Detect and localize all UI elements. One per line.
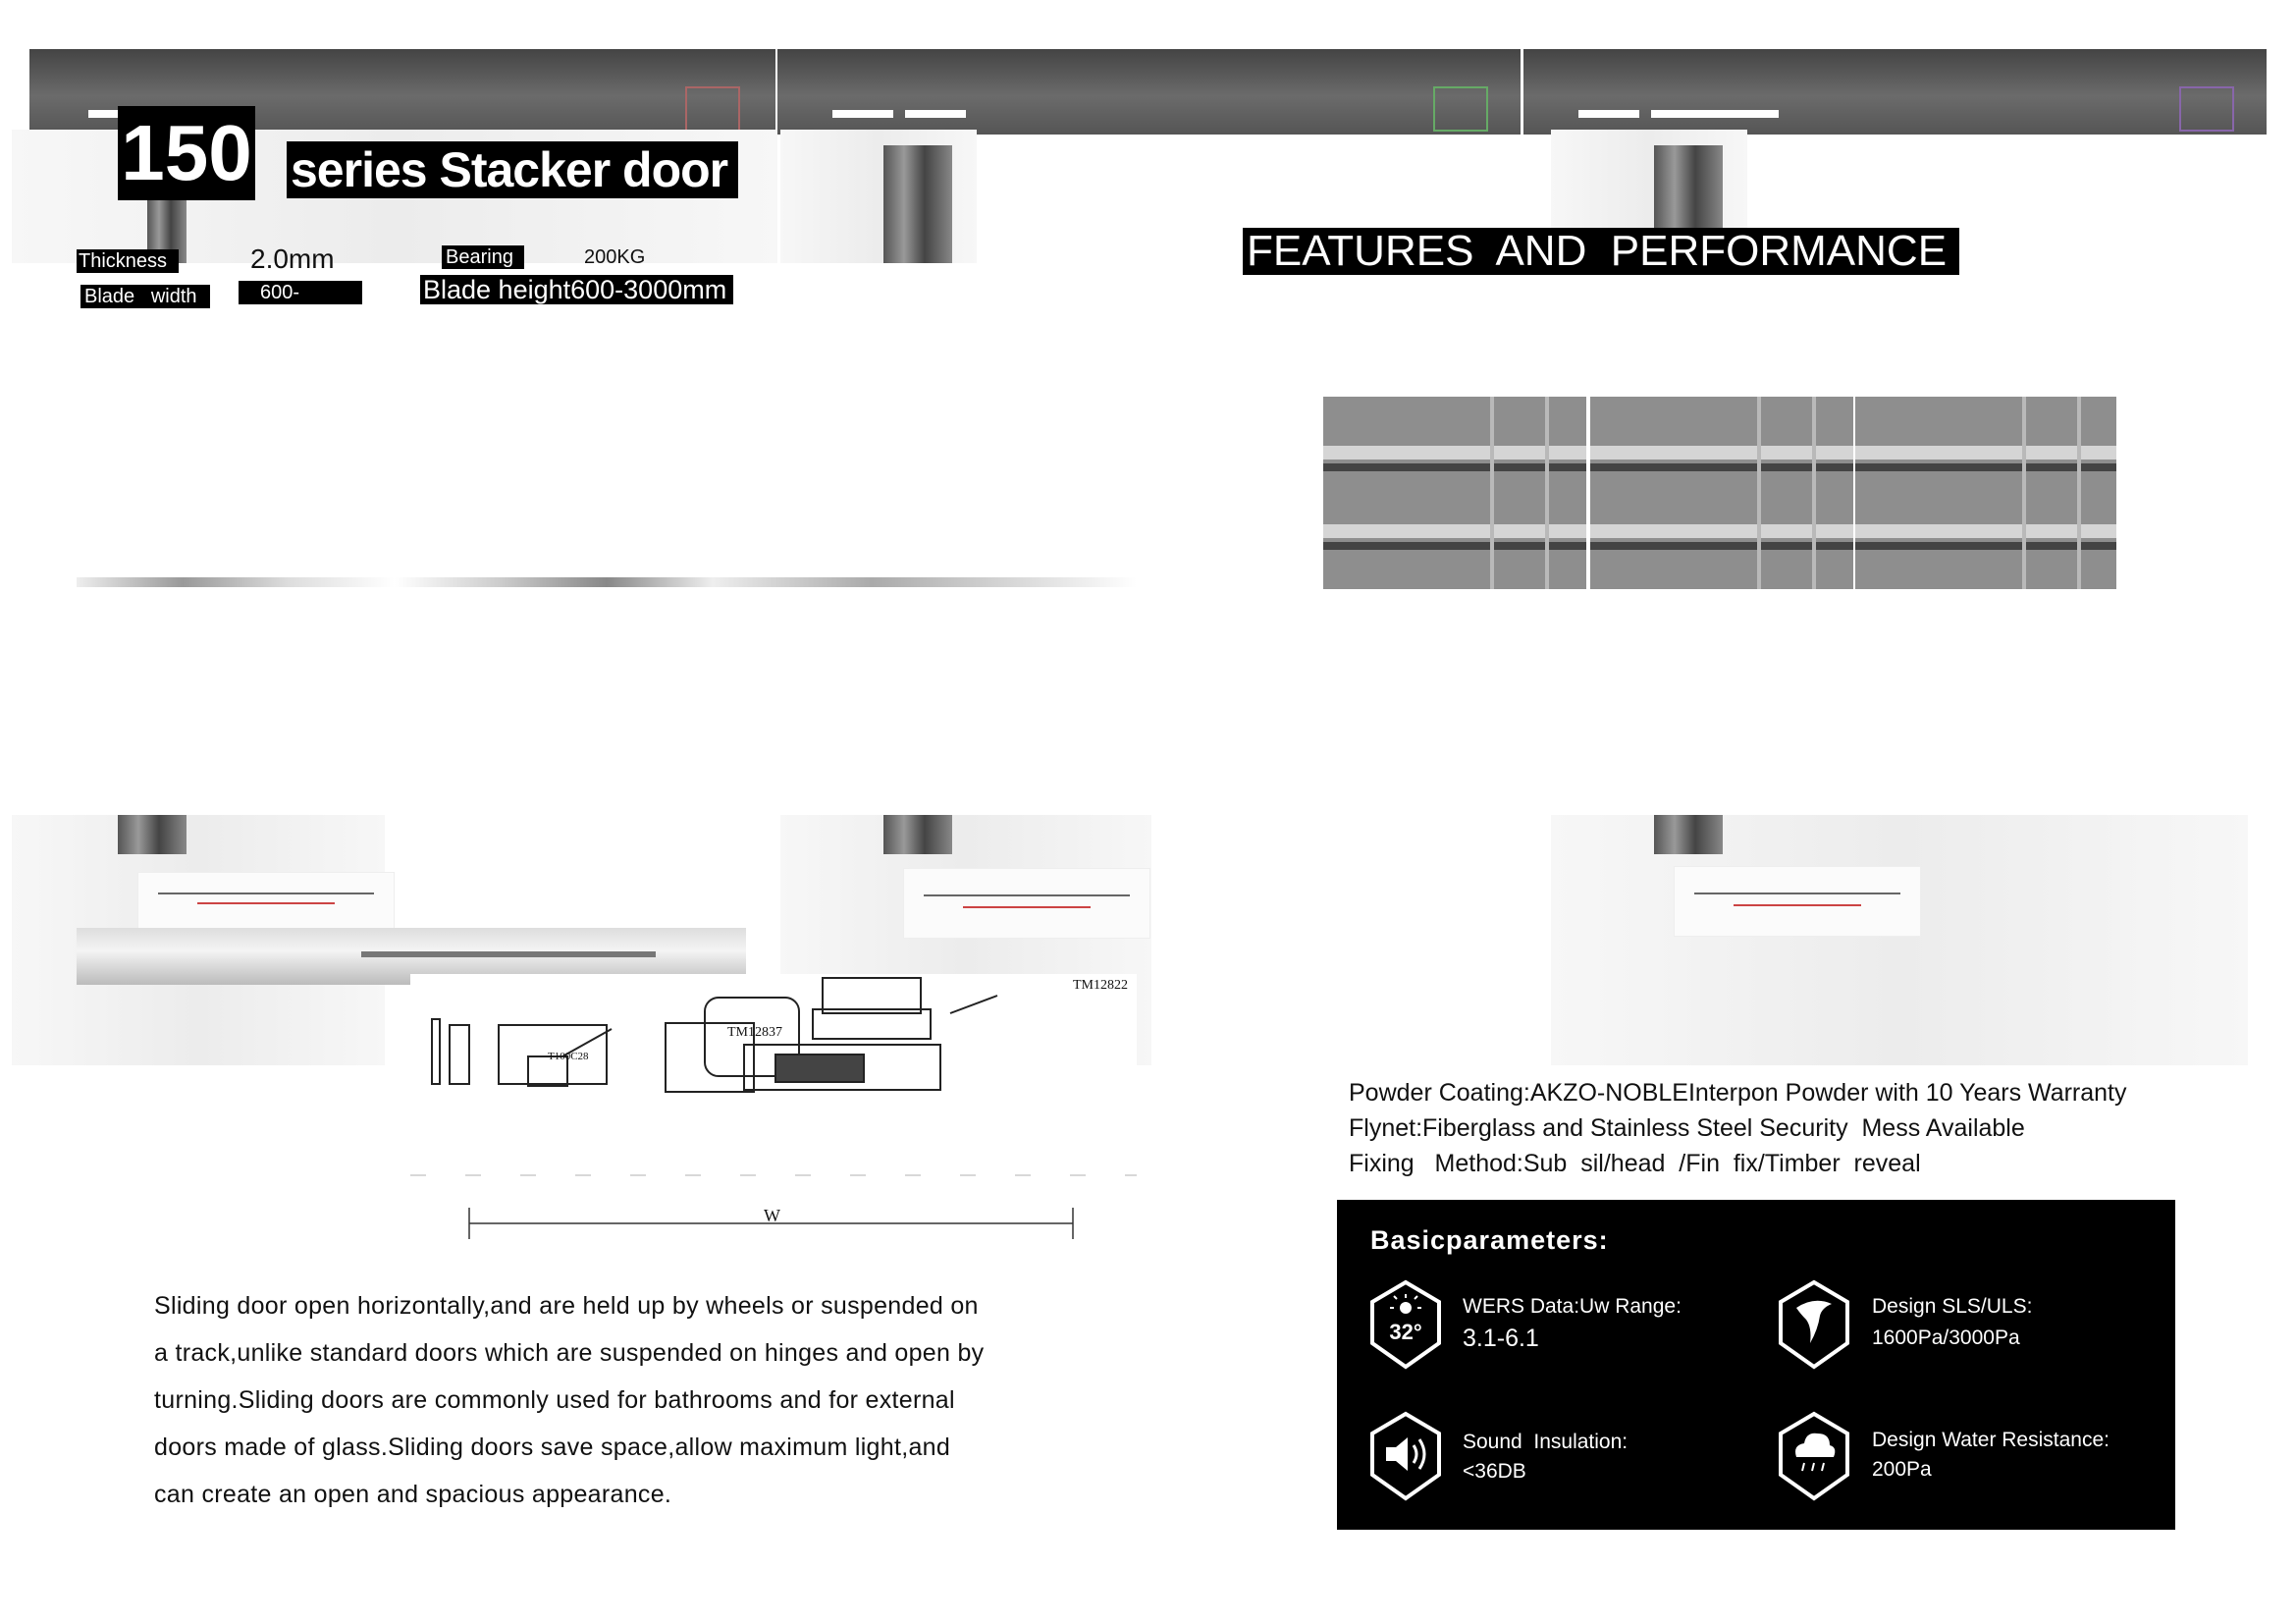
feature-line: Powder Coating:AKZO-NOBLEInterpon Powder with 10 Years Warranty — [1349, 1079, 2127, 1107]
top-banner-3 — [1523, 49, 2267, 135]
building-photo-strip — [1323, 397, 2116, 589]
parameters-panel — [1337, 1200, 2175, 1530]
section-profile-2 — [883, 815, 952, 854]
wers-value: 3.1-6.1 — [1463, 1325, 1539, 1352]
door-thumbnail — [685, 86, 740, 132]
description-line: a track,unlike standard doors which are suspended on hinges and open by — [154, 1339, 985, 1367]
series-number: 150 — [118, 106, 255, 200]
features-heading: FEATURES AND PERFORMANCE — [1243, 228, 1959, 275]
section-profile-3 — [1654, 815, 1723, 854]
building-photo — [1590, 397, 1853, 589]
profile-image-2 — [883, 145, 952, 263]
thermometer-sun-icon — [1368, 1278, 1443, 1371]
divider-strip — [77, 577, 1137, 587]
building-photo — [1855, 397, 2116, 589]
top-banner-2 — [777, 49, 1521, 135]
features-list — [1349, 1075, 2271, 1181]
description-line: turning.Sliding doors are commonly used for bathrooms and for external — [154, 1386, 955, 1414]
water-value: 200Pa — [1872, 1458, 1932, 1481]
sound-value: <36DB — [1463, 1460, 1526, 1483]
part-label: TM12837 — [727, 1025, 782, 1040]
product-description — [154, 1282, 1126, 1518]
description-line: doors made of glass.Sliding doors save space,allow maximum light,and — [154, 1434, 951, 1461]
door-thumbnail — [2179, 86, 2234, 132]
feature-line: Fixing Method:Sub sil/head /Fin fix/Timber reveal — [1349, 1150, 1921, 1177]
page-title: series Stacker door — [287, 141, 738, 198]
svg-text:32°: 32° — [1389, 1320, 1422, 1344]
sls-label: Design SLS/ULS: — [1872, 1295, 2033, 1318]
feature-line: Flynet:Fiberglass and Stainless Steel Security Mess Available — [1349, 1114, 2025, 1142]
sound-label: Sound Insulation: — [1463, 1431, 1629, 1453]
wers-label: WERS Data:Uw Range: — [1463, 1295, 1682, 1318]
speaker-icon — [1368, 1410, 1443, 1502]
width-dimension-label: W — [764, 1206, 780, 1225]
rain-cloud-icon — [1777, 1410, 1851, 1502]
thickness-label: Thickness — [77, 249, 179, 273]
description-line: can create an open and spacious appearance. — [154, 1481, 672, 1508]
section-profile-1 — [118, 815, 187, 854]
water-label: Design Water Resistance: — [1872, 1429, 2109, 1451]
wind-load-icon — [1777, 1278, 1851, 1371]
bearing-value: 200KG — [584, 246, 646, 268]
technical-drawing — [410, 974, 1137, 1263]
sls-value: 1600Pa/3000Pa — [1872, 1326, 2020, 1349]
blade-height-value: Blade height600-3000mm — [420, 275, 733, 304]
blade-width-value: 600- — [239, 281, 362, 304]
part-label: TM12822 — [1073, 978, 1128, 993]
building-photo — [1323, 397, 1586, 589]
thickness-value: 2.0mm — [250, 243, 335, 274]
part-label: T100C28 — [548, 1051, 589, 1062]
bearing-label: Bearing — [442, 245, 524, 269]
door-thumbnail — [1433, 86, 1488, 132]
section-drawing-thumb — [137, 872, 395, 931]
blade-width-label: Blade width — [80, 285, 210, 308]
description-line: Sliding door open horizontally,and are held up by wheels or suspended on — [154, 1292, 979, 1320]
parameters-title: Basicparameters: — [1370, 1225, 1609, 1255]
section-drawing-thumb — [903, 868, 1150, 939]
section-drawing-thumb — [1674, 866, 1921, 937]
